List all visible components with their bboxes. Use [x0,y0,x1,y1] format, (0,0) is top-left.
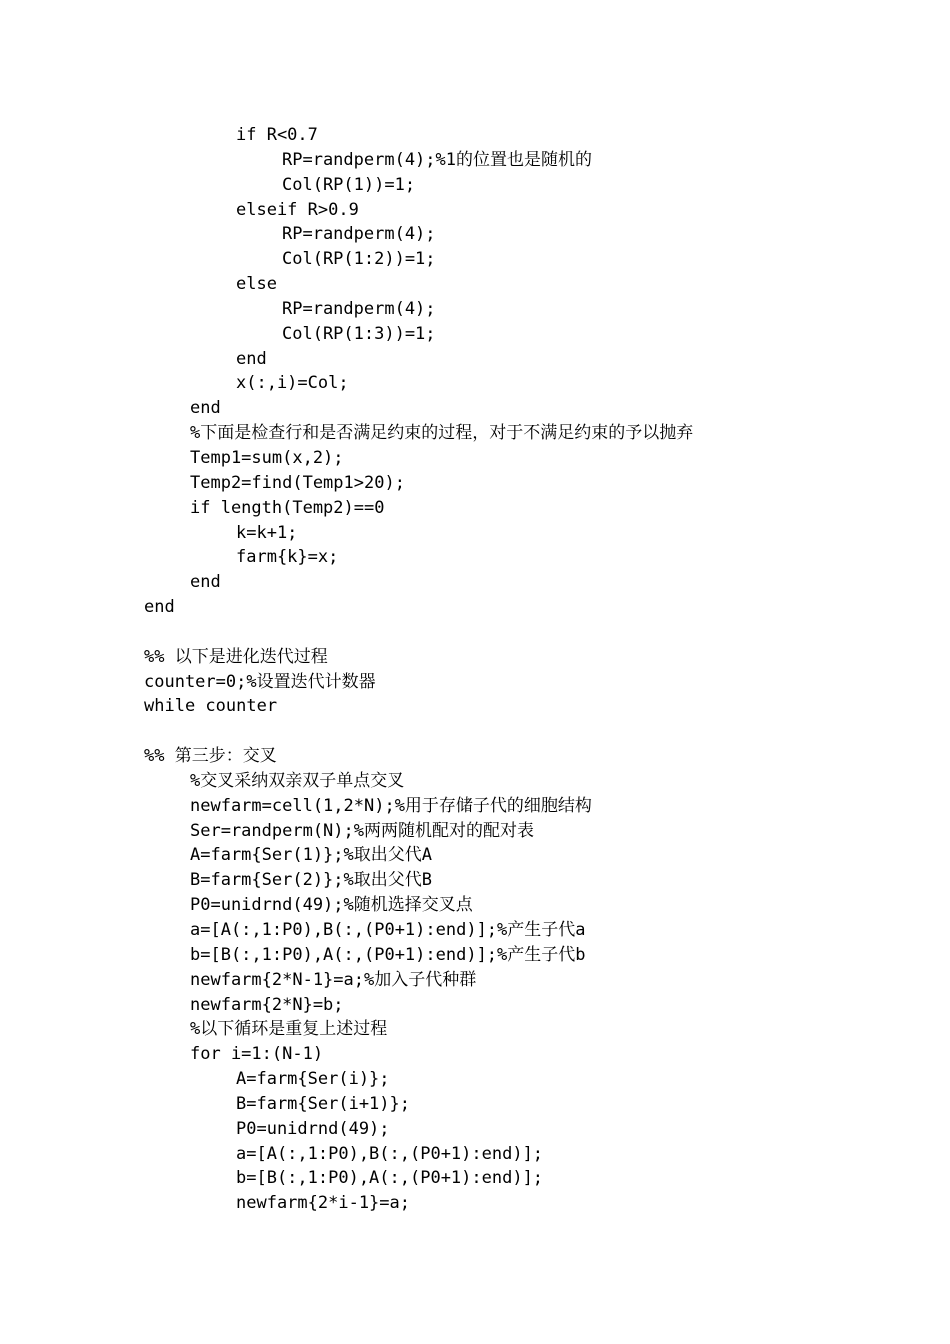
code-line: Col(RP(1:3))=1; [282,323,436,344]
code-line: Col(RP(1:2))=1; [282,249,436,270]
matlab-code-block [144,123,693,1216]
code-line: RP=randperm(4);%1的位置也是随机的 [282,149,592,170]
code-line: %以下循环是重复上述过程 [190,1019,388,1040]
code-line: newfarm{2*N}=b; [190,994,344,1015]
code-line: end [236,348,267,369]
code-line: if R<0.7 [236,125,318,145]
code-line: A=farm{Ser(i)}; [236,1069,390,1090]
code-line: %下面是检查行和是否满足约束的过程，对于不满足约束的予以抛弃 [190,423,694,444]
code-line: A=farm{Ser(1)};%取出父代A [190,845,432,866]
code-line: else [236,274,277,295]
code-line: while counter [144,696,278,717]
code-line: %% 第三步：交叉 [144,746,277,767]
code-line: Temp1=sum(x,2); [190,447,344,468]
code-line: Temp2=find(Temp1>20); [190,472,405,493]
code-line: newfarm{2*N-1}=a;%加入子代种群 [190,969,477,990]
code-line: end [190,398,221,419]
code-line: B=farm{Ser(i+1)}; [236,1093,410,1114]
code-line: %交叉采纳双亲双子单点交叉 [190,770,405,791]
blank-line [144,719,693,744]
code-line: end [190,572,221,593]
code-line: b=[B(:,1:P0),A(:,(P0+1):end)];%产生子代b [190,944,586,965]
code-line: P0=unidrnd(49); [236,1118,390,1139]
code-line: x(:,i)=Col; [236,373,349,394]
code-line: RP=randperm(4); [282,224,436,245]
code-line: b=[B(:,1:P0),A(:,(P0+1):end)]; [236,1168,544,1189]
code-line: a=[A(:,1:P0),B(:,(P0+1):end)];%产生子代a [190,920,586,940]
code-line: RP=randperm(4); [282,298,436,319]
code-line: B=farm{Ser(2)};%取出父代B [190,870,432,891]
code-line: for i=1:(N-1) [190,1044,324,1065]
code-line: Ser=randperm(N);%两两随机配对的配对表 [190,820,534,841]
code-line: a=[A(:,1:P0),B(:,(P0+1):end)]; [236,1143,544,1164]
code-line: if length(Temp2)==0 [190,497,385,518]
blank-line [144,620,693,645]
code-line: Col(RP(1))=1; [282,174,416,195]
code-line: counter=0;%设置迭代计数器 [144,671,376,692]
code-line: P0=unidrnd(49);%随机选择交叉点 [190,895,473,916]
code-line: farm{k}=x; [236,547,339,568]
code-line: elseif R>0.9 [236,199,359,220]
code-line: newfarm=cell(1,2*N);%用于存储子代的细胞结构 [190,795,592,816]
code-line: end [144,597,175,618]
code-line: %% 以下是进化迭代过程 [144,646,328,667]
code-line: newfarm{2*i-1}=a; [236,1193,410,1214]
code-line: k=k+1; [236,522,298,543]
